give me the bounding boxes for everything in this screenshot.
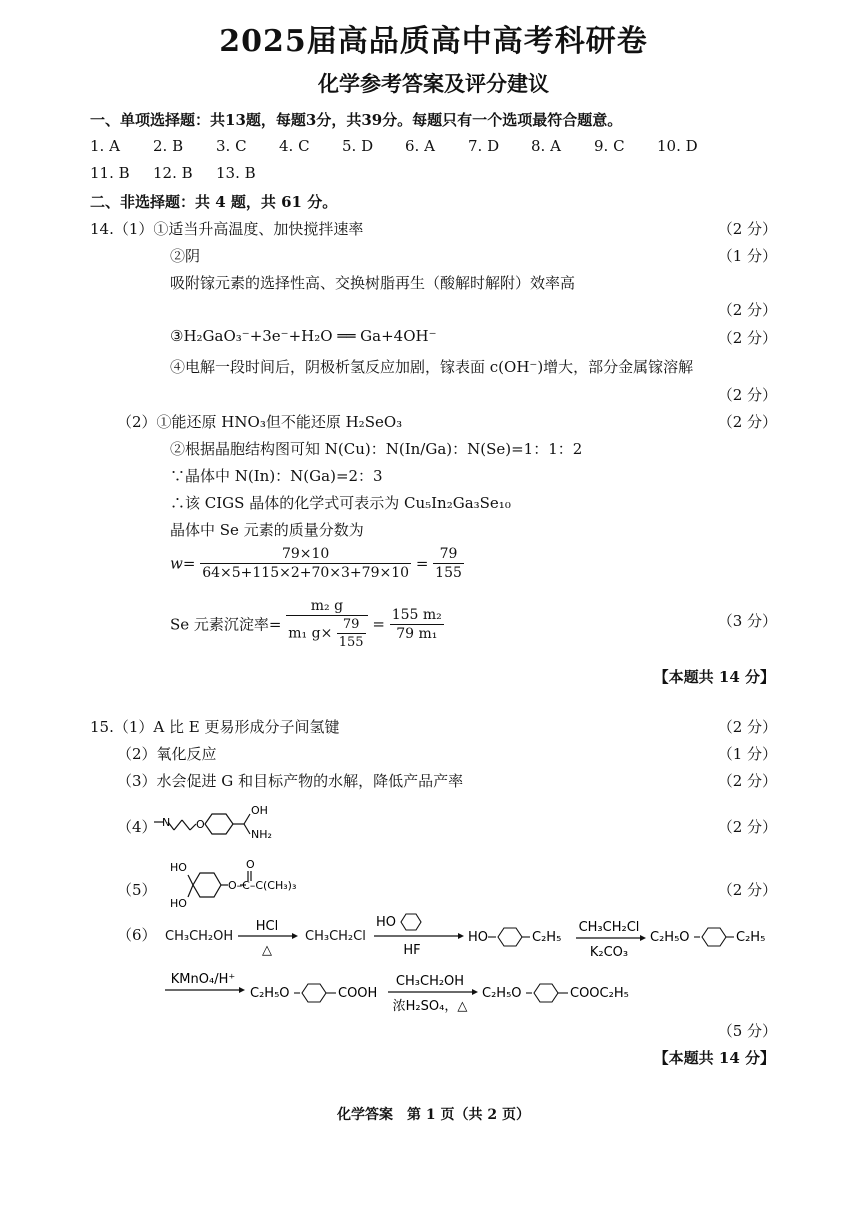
arrow-reagent: HO — [376, 915, 397, 930]
arrow-reagent: HCl — [255, 919, 279, 934]
mcq-answer: 6. A — [405, 137, 435, 155]
nh2-label: NH₂ — [251, 828, 272, 841]
q14-line: ∴该 CIGS 晶体的化学式可表示为 Cu₅In₂Ga₃Se₁₀ — [170, 494, 511, 512]
q15-line: 15.（1）A 比 E 更易形成分子间氢键 — [90, 718, 340, 736]
mcq-answer: 2. B — [153, 137, 184, 155]
score: （5 分） — [717, 1022, 777, 1040]
group-label: C₂H₅O — [250, 986, 290, 1001]
numerator: 79×10 — [200, 546, 411, 564]
group-label: C₂H₅ — [736, 930, 766, 945]
score: （2 分） — [717, 772, 777, 790]
mcq-row-1 — [90, 137, 720, 155]
se-rate-formula — [170, 598, 444, 650]
carbonyl-oxygen-label: O — [246, 858, 255, 871]
denominator: 79 m₁ — [396, 625, 438, 642]
fraction — [390, 607, 444, 642]
mcq-answer: 10. D — [657, 137, 698, 155]
section1-heading: 一、单项选择题：共13题，每题3分，共39分。每题只有一个选项最符合题意。 — [90, 111, 623, 129]
mass-fraction-formula — [170, 546, 464, 581]
arrow-reagent: KMnO₄/H⁺ — [170, 972, 236, 987]
section2-heading: 二、非选择题：共 4 题，共 61 分。 — [90, 193, 338, 211]
equals: = — [372, 615, 385, 633]
q14-line: 晶体中 Se 元素的质量分数为 — [170, 521, 364, 539]
q15-line: （4） — [117, 818, 157, 836]
score: （2 分） — [717, 386, 777, 404]
inner-fraction: $\frac{79}{155}$ — [338, 617, 364, 650]
reactant-ethanol: CH₃CH₂OH — [165, 929, 234, 944]
q15-line: （6） — [117, 926, 157, 944]
fraction — [433, 546, 464, 581]
hydroxyl-label: HO — [170, 861, 187, 874]
arrow-condition: △ — [262, 943, 272, 958]
intermediate-chloroethane: CH₃CH₂Cl — [305, 929, 366, 944]
q14-line: ∵晶体中 N(In)：N(Ga)=2：3 — [170, 467, 383, 485]
oh-label: OH — [251, 804, 268, 817]
q15-line: （5） — [117, 881, 157, 899]
arrow-condition: K₂CO₃ — [589, 945, 629, 960]
nitrogen-label: N — [162, 816, 171, 829]
mcq-answer: 9. C — [594, 137, 625, 155]
score: （2 分） — [717, 329, 777, 347]
score: （2 分） — [717, 718, 777, 736]
q14-line: 14.（1）①适当升高温度、加快搅拌速率 — [90, 220, 364, 238]
q14-line: 吸附镓元素的选择性高、交换树脂再生（酸解时解附）效率高 — [170, 274, 576, 292]
arrow-condition: 浓H₂SO₄，△ — [392, 999, 468, 1014]
intermediate-ethoxyethylbenzene — [650, 922, 780, 952]
denominator: 64×5+115×2+70×3+79×10 — [202, 565, 410, 581]
reaction-arrow — [163, 968, 245, 1004]
mcq-answer: 1. A — [90, 137, 120, 155]
mcq-answer: 12. B — [153, 164, 193, 182]
numerator: 79 — [433, 546, 464, 564]
oxygen-label: O — [196, 818, 205, 831]
score: （2 分） — [717, 413, 777, 431]
score: （2 分） — [717, 220, 777, 238]
mcq-answer: 13. B — [216, 164, 256, 182]
mcq-row-2 — [90, 164, 279, 182]
group-label: COOH — [338, 986, 378, 1001]
mcq-answer: 3. C — [216, 137, 247, 155]
group-label: C₂H₅O — [650, 930, 690, 945]
intermediate-ethoxybenzoic-acid — [250, 978, 385, 1008]
denominator: m₁ g× $\frac{79}{155}$ — [288, 617, 364, 650]
score: （1 分） — [717, 247, 777, 265]
q15-4-structure — [150, 800, 300, 848]
group-label: HO — [468, 930, 489, 945]
mcq-answer: 5. D — [342, 137, 374, 155]
hydroxyl-label: HO — [170, 897, 187, 910]
score: （2 分） — [717, 881, 777, 899]
group-label: C₂H₅ — [532, 930, 562, 945]
arrow-reagent: CH₃CH₂OH — [395, 974, 465, 989]
group-label: C₂H₅O — [482, 986, 522, 1001]
q14-line: ④电解一段时间后，阴极析氢反应加剧，镓表面 c(OH⁻)增大，部分金属镓溶解 — [170, 358, 694, 376]
w-label: w= — [170, 554, 196, 573]
page-footer: 化学答案 第 1 页（共 2 页） — [337, 1107, 530, 1123]
question-total: 【本题共 14 分】 — [653, 668, 775, 686]
q14-line: ②根据晶胞结构图可知 N(Cu)：N(In/Ga)：N(Se)=1：1：2 — [170, 440, 583, 458]
fraction — [200, 546, 411, 581]
product-ethyl-ethoxybenzoate — [482, 978, 642, 1008]
numerator: 155 m₂ — [391, 606, 442, 623]
mcq-answer: 4. C — [279, 137, 310, 155]
score: （1 分） — [717, 745, 777, 763]
fraction — [286, 598, 367, 650]
reaction-arrow — [386, 970, 478, 1016]
reaction-arrow — [236, 916, 298, 960]
q15-line: （3）水会促进 G 和目标产物的水解，降低产品产率 — [117, 772, 464, 790]
se-label: Se 元素沉淀率= — [170, 615, 282, 634]
arrow-reagent: CH₃CH₂Cl — [578, 920, 640, 935]
page-subtitle: 化学参考答案及评分建议 — [318, 71, 549, 96]
mcq-answer: 7. D — [468, 137, 500, 155]
reaction-arrow — [574, 916, 646, 962]
mcq-answer: 11. B — [90, 164, 130, 182]
numerator: m₂ g — [286, 598, 367, 616]
arrow-condition: HF — [403, 943, 421, 958]
ester-label: O–C–C(CH₃)₃ — [228, 879, 297, 892]
group-label: COOC₂H₅ — [570, 986, 629, 1001]
denominator: 155 — [435, 565, 462, 581]
question-total: 【本题共 14 分】 — [653, 1049, 775, 1067]
q14-line: ②阴 — [170, 247, 201, 265]
q15-5-structure — [170, 855, 340, 917]
q15-line: （2）氧化反应 — [117, 745, 217, 763]
reaction-arrow — [372, 904, 464, 962]
score: （2 分） — [717, 818, 777, 836]
equals: = — [415, 554, 429, 573]
score: （3 分） — [717, 612, 777, 630]
q14-line: （2）①能还原 HNO₃但不能还原 H₂SeO₃ — [117, 413, 403, 431]
intermediate-ethylphenol — [468, 922, 578, 952]
score: （2 分） — [717, 301, 777, 319]
mcq-answer: 8. A — [531, 137, 561, 155]
q14-line: ③H₂GaO₃⁻+3e⁻+H₂O ══ Ga+4OH⁻ — [170, 327, 437, 345]
page-title: 2025届高品质高中高考科研卷 — [219, 24, 648, 59]
